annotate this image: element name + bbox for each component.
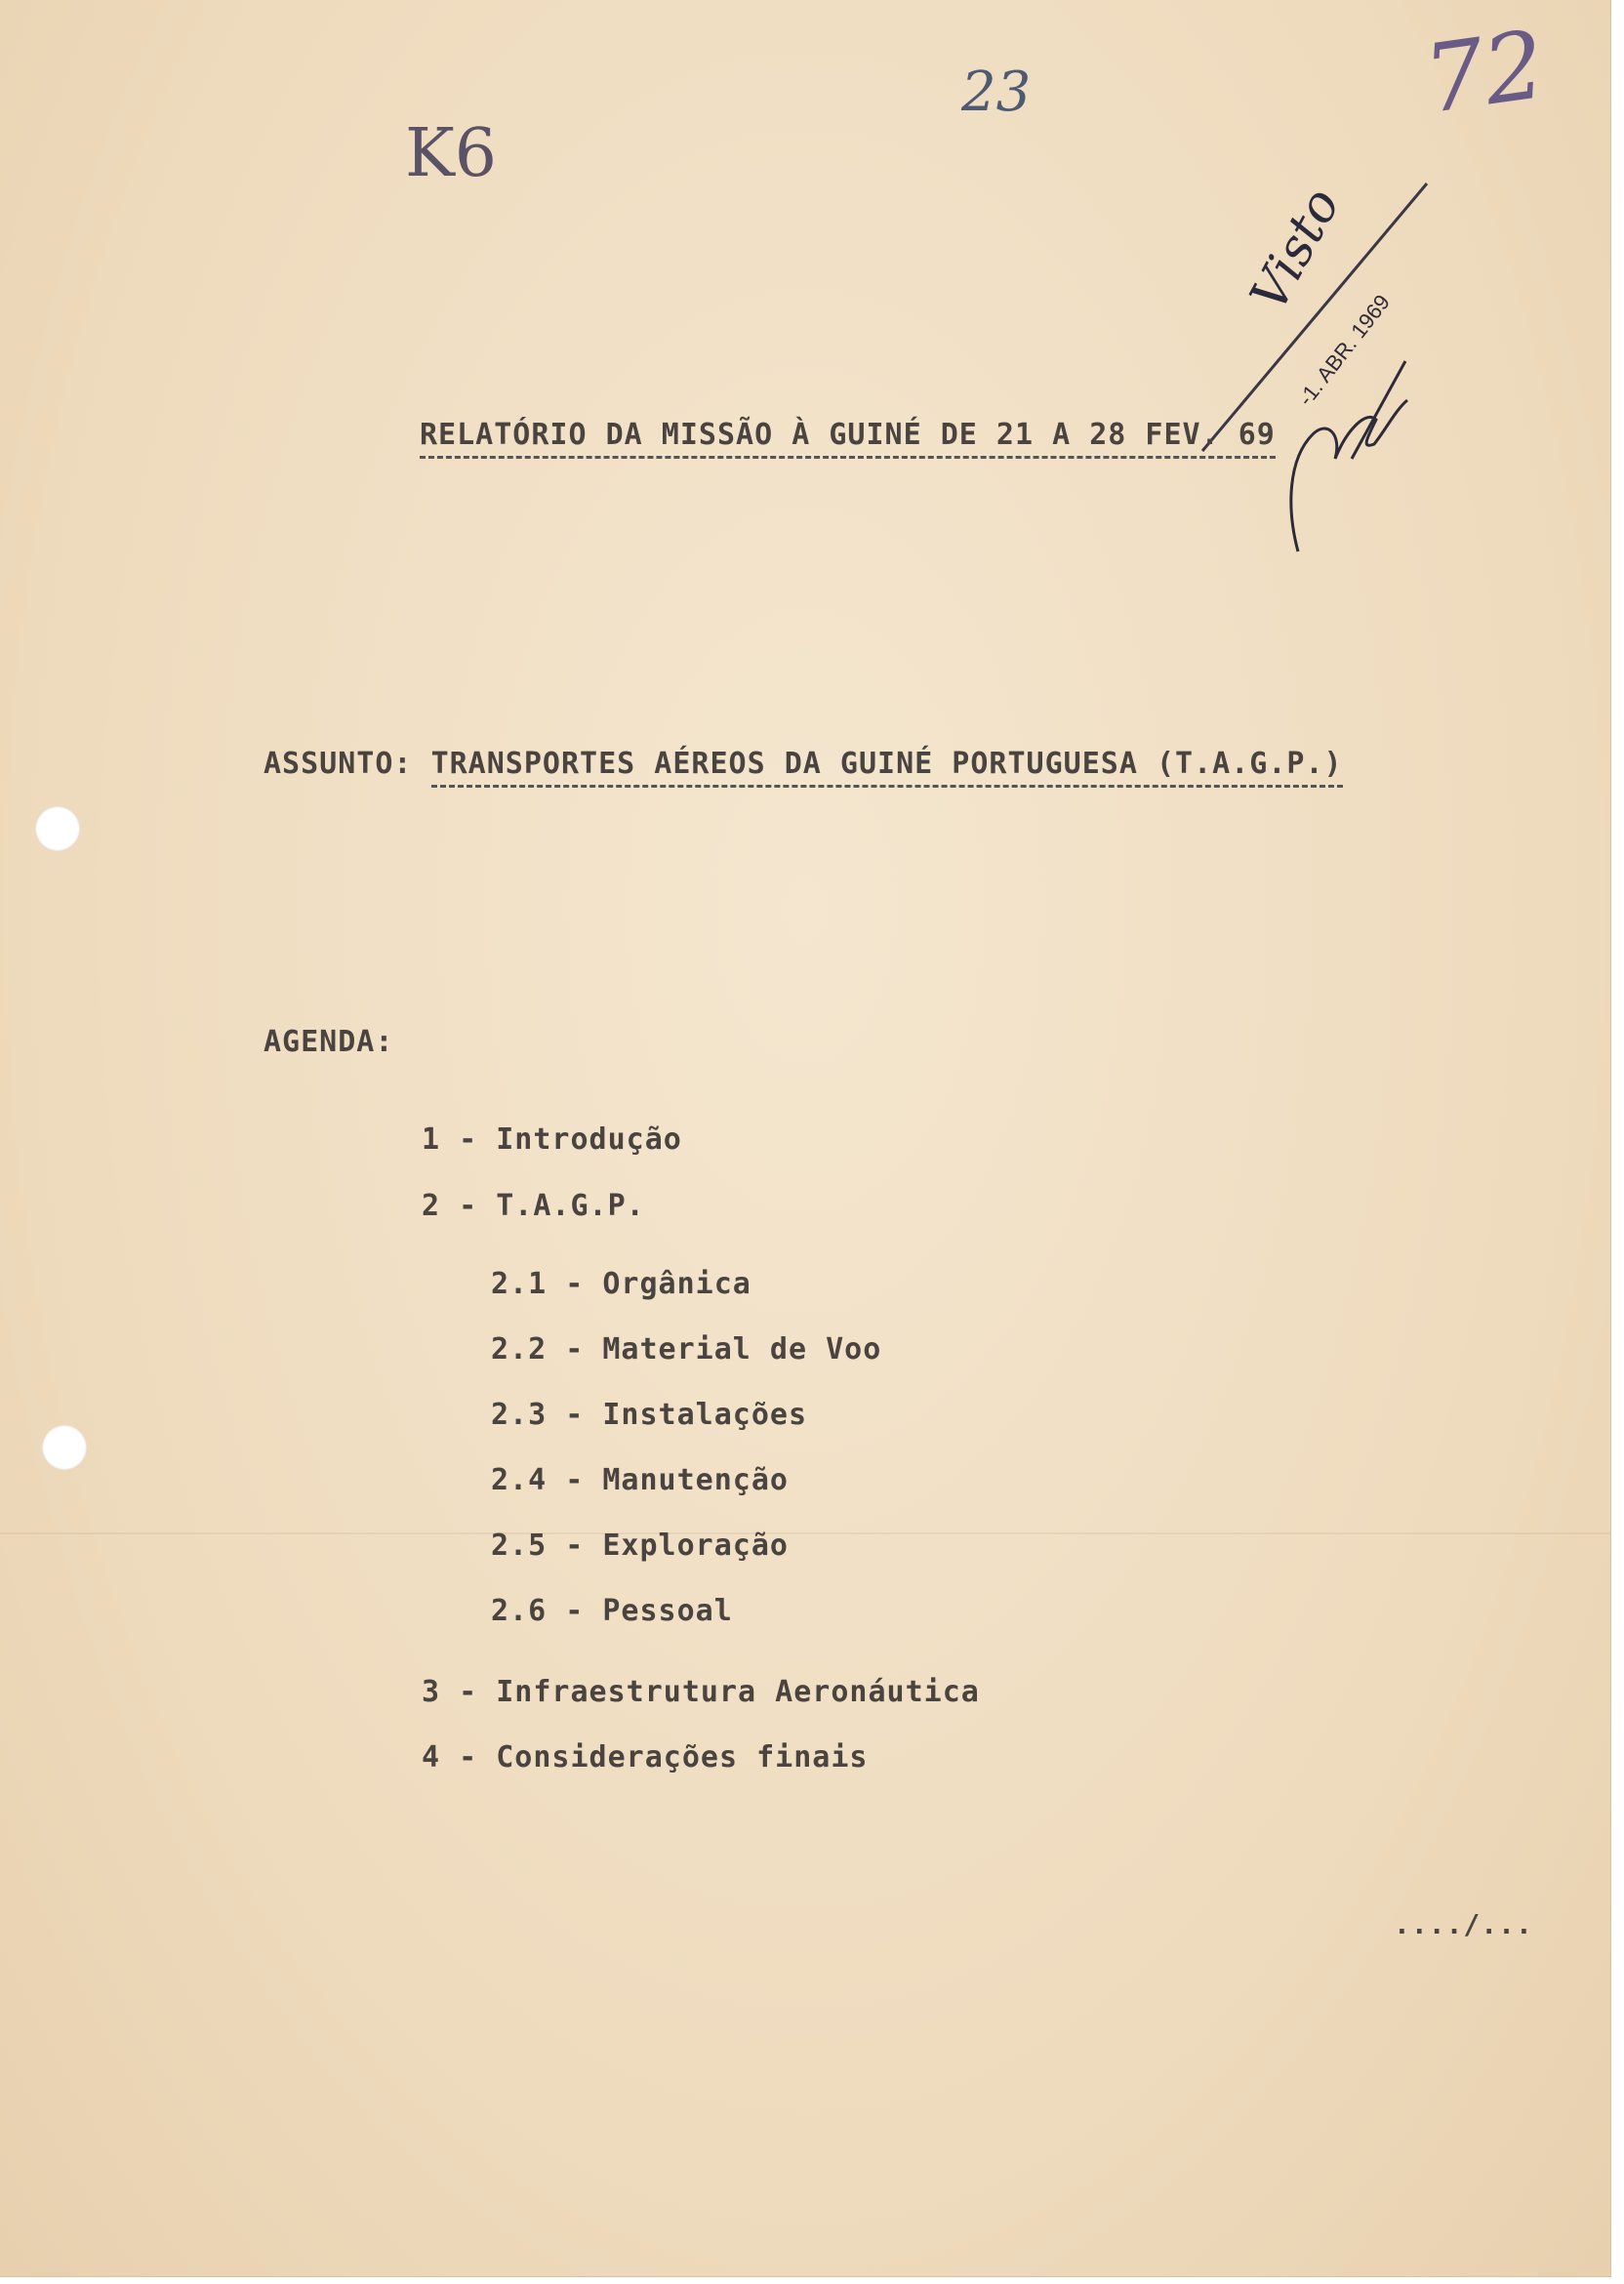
diagonal-pen-line: [1202, 184, 1427, 451]
agenda-item: [422, 1675, 980, 1709]
agenda-item-text: T.A.G.P.: [496, 1189, 645, 1223]
agenda-item: [422, 1189, 645, 1223]
agenda-item-number: 2 -: [422, 1189, 478, 1223]
agenda-item-number: 2.6 -: [491, 1594, 585, 1628]
agenda-item-number: 4 -: [422, 1740, 478, 1774]
agenda-item-text: Infraestrutura Aeronáutica: [496, 1675, 980, 1709]
agenda-item-text: Material de Voo: [602, 1332, 882, 1366]
agenda-item-text: Exploração: [602, 1529, 789, 1563]
handwritten-reference-code: K6: [405, 115, 498, 192]
date-stamp: -1. ABR. 1969: [1293, 290, 1396, 411]
agenda-subitem: [491, 1594, 733, 1628]
subject-value: TRANSPORTES AÉREOS DA GUINÉ PORTUGUESA (T.A.G.P.): [431, 747, 1343, 788]
agenda-item-number: 2.4 -: [491, 1463, 585, 1497]
continuation-mark: ..../...: [1394, 1908, 1533, 1940]
agenda-subitem: [491, 1398, 807, 1432]
agenda-item-text: Considerações finais: [496, 1740, 869, 1774]
agenda-subitem: [491, 1529, 789, 1563]
agenda-subitem: [491, 1463, 789, 1497]
agenda-item-text: Pessoal: [602, 1594, 733, 1628]
agenda-item-number: 2.1 -: [491, 1267, 585, 1301]
subject-label: ASSUNTO:: [264, 747, 413, 781]
agenda-item-number: 2.3 -: [491, 1398, 585, 1432]
agenda-item-text: Introdução: [496, 1122, 682, 1157]
agenda-item-number: 2.5 -: [491, 1529, 585, 1563]
subject-line: [264, 747, 1343, 781]
handwritten-corner-mark: 72: [1417, 10, 1552, 135]
agenda-item: [422, 1122, 682, 1157]
agenda-item-text: Manutenção: [602, 1463, 789, 1497]
initials-signature: [1291, 400, 1407, 551]
agenda-item-text: Orgânica: [602, 1267, 751, 1301]
agenda-item: [422, 1740, 868, 1774]
document-title: RELATÓRIO DA MISSÃO À GUINÉ DE 21 A 28 FEV. 69: [420, 418, 1276, 459]
agenda-subitem: [491, 1332, 881, 1366]
agenda-subitem: [491, 1267, 751, 1301]
agenda-item-text: Instalações: [602, 1398, 808, 1432]
agenda-item-number: 1 -: [422, 1122, 478, 1157]
handwritten-page-number: 23: [961, 61, 1032, 124]
visto-annotation: Visto: [1239, 179, 1353, 321]
agenda-label: AGENDA:: [264, 1025, 394, 1059]
agenda-item-number: 3 -: [422, 1675, 478, 1709]
agenda-item-number: 2.2 -: [491, 1332, 585, 1366]
